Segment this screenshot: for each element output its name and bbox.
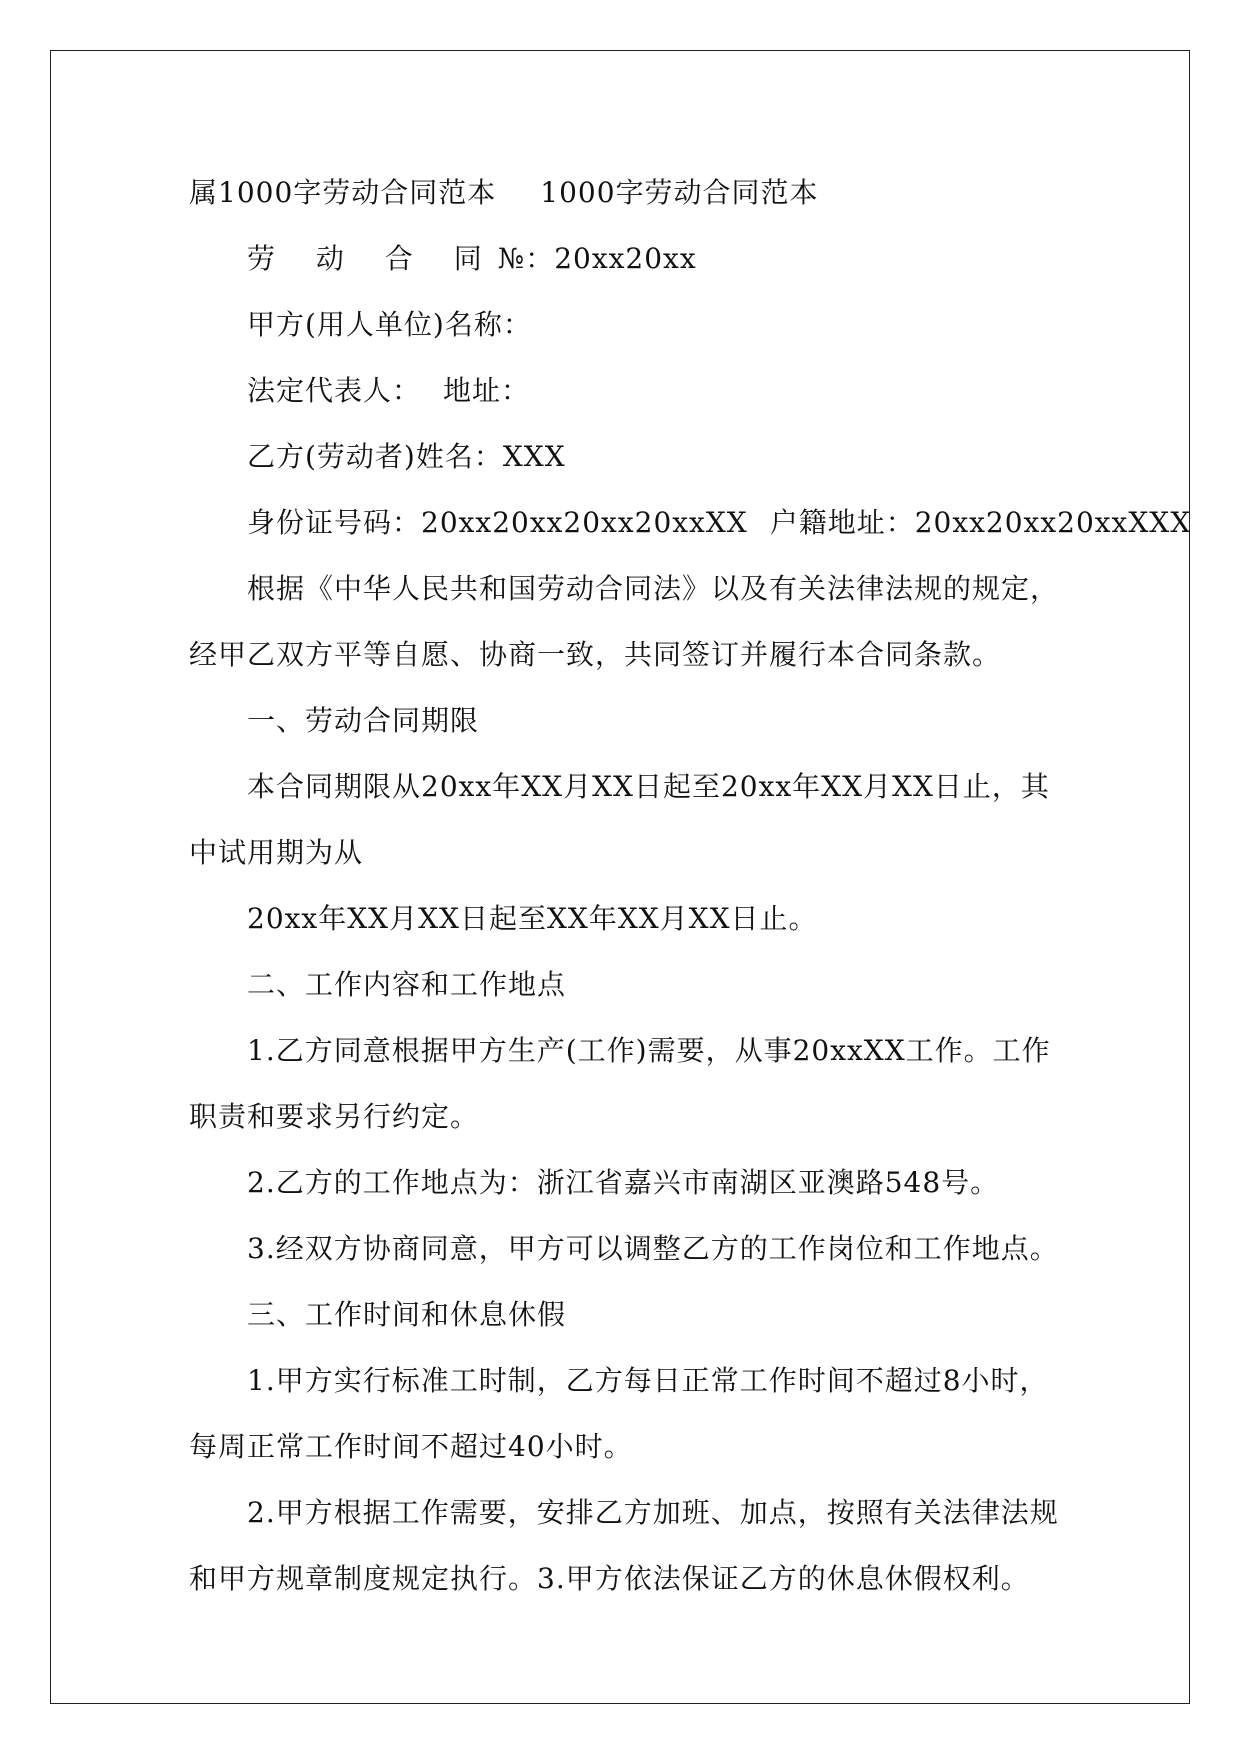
section-2-item-3: 3.经双方协商同意，甲方可以调整乙方的工作岗位和工作地点。: [247, 1232, 1059, 1265]
document-title-line: [189, 160, 1069, 226]
id-line: [189, 490, 1192, 556]
legal-representative: 法定代表人：: [247, 374, 422, 407]
document-body: [189, 160, 1192, 1612]
contract-number-line: [189, 226, 1069, 292]
section-2-item-1-line-1: 1.乙方同意根据甲方生产(工作)需要，从事20xxXX工作。工作: [247, 1034, 1051, 1067]
section-2-item-2: 2.乙方的工作地点为：浙江省嘉兴市南湖区亚澳路548号。: [247, 1166, 1000, 1199]
party-b-name: 乙方(劳动者)姓名：XXX: [247, 440, 566, 473]
id-number: 身份证号码：20xx20xx20xx20xxXX: [247, 506, 748, 539]
section-3-item-2-line-2: 和甲方规章制度规定执行。3.甲方依法保证乙方的休息休假权利。: [189, 1562, 1030, 1595]
section-3-item-2-line-1: 2.甲方根据工作需要，安排乙方加班、加点，按照有关法律法规: [247, 1496, 1059, 1529]
contract-label: 劳 动 合 同: [247, 242, 498, 275]
party-a-address: 地址：: [443, 374, 531, 407]
section-3-item-1-line-2: 每周正常工作时间不超过40小时。: [189, 1430, 633, 1463]
party-a-name: 甲方(用人单位)名称：: [247, 308, 532, 341]
section-3-title: 三、工作时间和休息休假: [247, 1298, 567, 1331]
section-1-title: 一、劳动合同期限: [247, 704, 480, 737]
section-2-title: 二、工作内容和工作地点: [247, 968, 567, 1001]
document-title-repeat: 1000字劳动合同范本: [540, 176, 819, 209]
household-address: 户籍地址：20xx20xx20xxXXX: [769, 506, 1192, 539]
document-title: 属1000字劳动合同范本: [189, 176, 497, 209]
preamble-line-1: 根据《中华人民共和国劳动合同法》以及有关法律法规的规定，: [247, 572, 1060, 605]
contract-number: №：20xx20xx: [497, 242, 697, 275]
section-2-item-1-line-2: 职责和要求另行约定。: [189, 1100, 480, 1133]
section-1-paragraph-line-2: 中试用期为从: [189, 836, 364, 869]
section-1-paragraph-line-1: 本合同期限从20xx年XX月XX日起至20xx年XX月XX日止，其: [247, 770, 1050, 803]
legal-rep-line: [189, 358, 1069, 424]
section-1-probation: 20xx年XX月XX日起至XX年XX月XX日止。: [247, 902, 818, 935]
section-3-item-1-line-1: 1.甲方实行标准工时制，乙方每日正常工作时间不超过8小时，: [247, 1364, 1049, 1397]
preamble-line-2: 经甲乙双方平等自愿、协商一致，共同签订并履行本合同条款。: [189, 638, 1002, 671]
